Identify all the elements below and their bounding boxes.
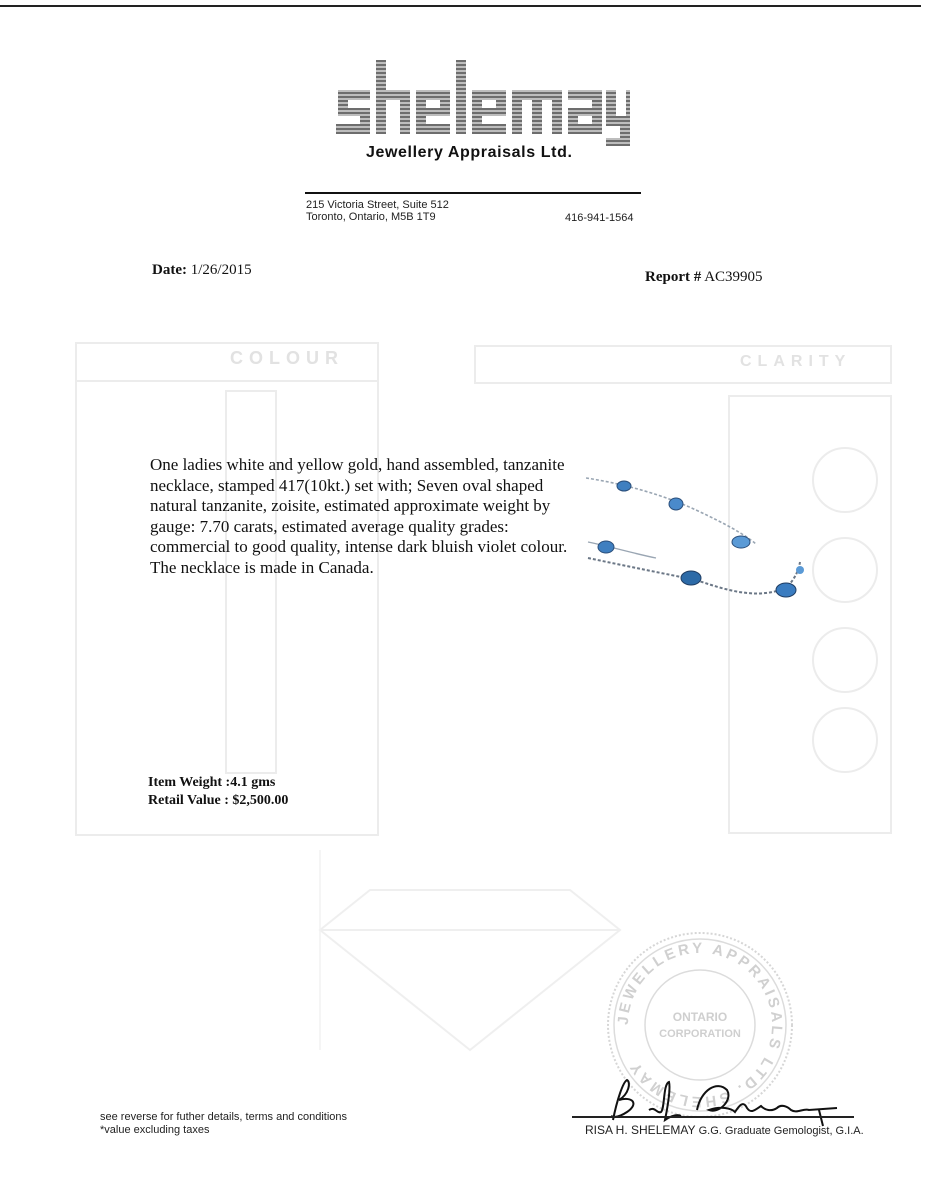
seal-center-line-1: ONTARIO [672, 1010, 728, 1024]
item-weight-value: 4.1 gms [230, 775, 276, 790]
item-description: One ladies white and yellow gold, hand assembled, tanzanite necklace, stamped 417(10kt.) set with; Seven oval shaped natural tanzanite, zoisite, estimated approximate weight by gauge: 7.70 carats, estimated average quality grades: commercial to good quality, intense dark bluish violet colour. The necklace is made in Canada. [150, 455, 568, 577]
seal-ring-text: JEWELLERY APPRAISALS LTD. SHELEMAY [614, 939, 786, 1111]
retail-value-amount: $2,500.00 [232, 793, 289, 808]
footer-note-terms: see reverse for futher details, terms and conditions [100, 1111, 348, 1123]
date-label: Date: [152, 262, 187, 278]
company-name: Jewellery Appraisals Ltd. [366, 144, 573, 161]
item-weight [148, 774, 288, 792]
company-logo [330, 52, 630, 172]
footer-note-taxes: *value excluding taxes [100, 1123, 210, 1136]
signature-line [572, 1116, 854, 1118]
report-value: AC39905 [704, 269, 763, 285]
address-line-1: 215 Victoria Street, Suite 512 [306, 199, 449, 211]
necklace-photo [586, 462, 816, 612]
item-weight-label: Item Weight : [148, 775, 231, 790]
date-value: 1/26/2015 [190, 262, 252, 278]
shelemay-logo-mark [330, 52, 630, 147]
report-label: Report # [645, 269, 702, 285]
phone-number: 416-941-1564 [565, 212, 634, 224]
retail-value [148, 792, 288, 810]
retail-value-label: Retail Value : [148, 793, 229, 808]
signer-title: G.G. Graduate Gemologist, G.I.A. [698, 1125, 864, 1137]
report-number [645, 269, 763, 286]
footer-notes [100, 1111, 347, 1136]
background-diamond-profile [300, 850, 640, 1060]
signer-name: RISA H. SHELEMAY [585, 1123, 696, 1137]
top-border-line [0, 5, 921, 7]
item-values [148, 774, 288, 810]
address-line-2: Toronto, Ontario, M5B 1T9 [306, 211, 436, 223]
signer-block [585, 1123, 864, 1137]
seal-center-line-2: CORPORATION [659, 1028, 741, 1040]
address-block [306, 199, 449, 223]
header-rule [305, 192, 641, 194]
handwritten-signature [605, 1070, 855, 1130]
report-date [152, 262, 252, 279]
